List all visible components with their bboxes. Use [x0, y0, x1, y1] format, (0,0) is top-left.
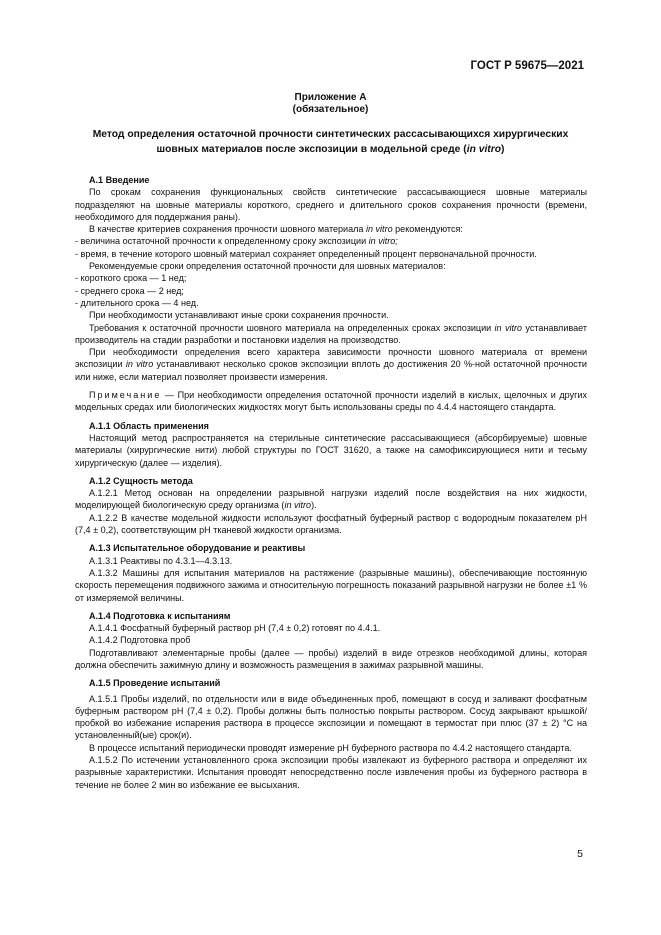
section-heading-a14: А.1.4 Подготовка к испытаниям [89, 610, 231, 621]
paragraph: А.1.2.2 В качестве модельной жидкости используют фосфатный буферный раствор с водородным показателем рН (7,4 ± 0,2), соответствующим рН тканевой жидкости организма. [75, 512, 587, 536]
section-heading-a12: А.1.2 Сущность метода [89, 475, 193, 486]
section-heading-a13: А.1.3 Испытательное оборудование и реактивы [89, 543, 306, 554]
standard-number: ГОСТ Р 59675—2021 [470, 60, 584, 72]
note: Примечание — При необходимости определения остаточной прочности изделий в кислых, щелочных и других модельных средах или биологических жидкостях могут быть использованы среды по 4.4.4 настоящего стандарта. [75, 390, 587, 413]
paragraph: Рекомендуемые сроки определения остаточной прочности для шовных материалов: [89, 261, 446, 272]
paragraph: А.1.2.1 Метод основан на определении разрывной нагрузки изделий после воздействия на них жидкости, моделирующей биологическую среду организма (in vitro). [75, 488, 587, 511]
list-item: - величина остаточной прочности к определенному сроку экспозиции in vitro; [75, 236, 398, 247]
paragraph: А.1.4.2 Подготовка проб [89, 635, 191, 646]
page-number: 5 [577, 848, 583, 860]
paragraph: Подготавливают элементарные пробы (далее — пробы) изделий в виде отрезков необходимой длины, которая должна обеспечить зажимную длину и возможность размещения в зажимах разрывной машины. [75, 647, 587, 670]
list-item: - длительного срока — 4 нед. [75, 297, 199, 308]
note-label: Примечание [89, 390, 162, 401]
appendix-title: Приложение А [294, 92, 367, 103]
paragraph: Требования к остаточной прочности шовного материала на определенных сроках экспозиции in vitro устанавливает производитель на стадии разработки и постановки изделия на производство. [75, 322, 587, 345]
method-title-line2: шовных материалов после экспозиции в модельной среде (in vitro) [156, 144, 505, 155]
list-item: - время, в течение которого шовный материал сохраняет определенный процент первоначальной прочности. [75, 248, 537, 259]
paragraph: А.1.5.1 Пробы изделий, по отдельности или в виде объединенных проб, помещают в сосуд и заливают фосфатным буферным раствором рН (7,4 ± 0,2). Пробы должны быть полностью покрыты раствором. Сосуд закрывают крышкой/пробкой во избежание испарения раствора в процессе экспозиции и помещают в термостат при плюс (37 ± 2) °С на установленный(ые) срок(и). [75, 693, 587, 741]
appendix-subtitle: (обязательное) [292, 104, 369, 115]
paragraph: По срокам сохранения функциональных свойств синтетические рассасывающиеся шовные материалы подразделяют на шовные материалы короткого, среднего и длительного сроков сохранения прочности (времени, необходимого для поддержания раны). [75, 187, 587, 222]
section-heading-a1: А.1 Введение [89, 175, 150, 185]
paragraph: А.1.3.2 Машины для испытания материалов на растяжение (разрывные машины), обеспечивающие постоянную скорость перемещения подвижного зажима и относительную погрешность показаний разрывной нагрузки не более ±1 % от измеряемой величины. [75, 567, 587, 603]
list-item: - короткого срока — 1 нед; [75, 273, 187, 284]
paragraph: Настоящий метод распространяется на стерильные синтетические рассасывающиеся (абсорбируемые) шовные материалы (хирургические нити) любой структуры по ГОСТ 31620, а также на самофиксирующиеся нити и тесьму хирургическую (далее — изделия). [75, 432, 587, 468]
paragraph: А.1.4.1 Фосфатный буферный раствор рН (7,4 ± 0,2) готовят по 4.4.1. [89, 623, 381, 634]
method-title-line1: Метод определения остаточной прочности синтетических рассасывающихся хирургических [92, 129, 569, 140]
paragraph: При необходимости определения всего характера зависимости прочности шовного материала от времени экспозиции in vitro устанавливают несколько сроков экспозиции вплоть до достижения 20 %-ной остаточной прочности или ниже, если материал позволяет произвести измерения. [75, 347, 587, 382]
section-heading-a15: А.1.5 Проведение испытаний [89, 678, 221, 689]
paragraph: А.1.5.2 По истечении установленного срока экспозиции пробы извлекают из буферного раствора и определяют их разрывные характеристики. Испытания проводят непосредственно после извлечения пробы из буферного раствора в течение не более 2 мин во избежание ее высыхания. [75, 755, 587, 790]
paragraph: В процессе испытаний периодически проводят измерение рН буферного раствора по 4.4.2 настоящего стандарта. [89, 742, 572, 753]
section-heading-a11: А.1.1 Область применения [89, 420, 209, 431]
paragraph: В качестве критериев сохранения прочности шовного материала in vitro рекомендуются: [89, 224, 463, 235]
paragraph: А.1.3.1 Реактивы по 4.3.1—4.3.13. [89, 555, 233, 566]
paragraph: При необходимости устанавливают иные сроки сохранения прочности. [89, 310, 389, 321]
list-item: - среднего срока — 2 нед; [75, 285, 184, 296]
document-body [75, 174, 587, 791]
